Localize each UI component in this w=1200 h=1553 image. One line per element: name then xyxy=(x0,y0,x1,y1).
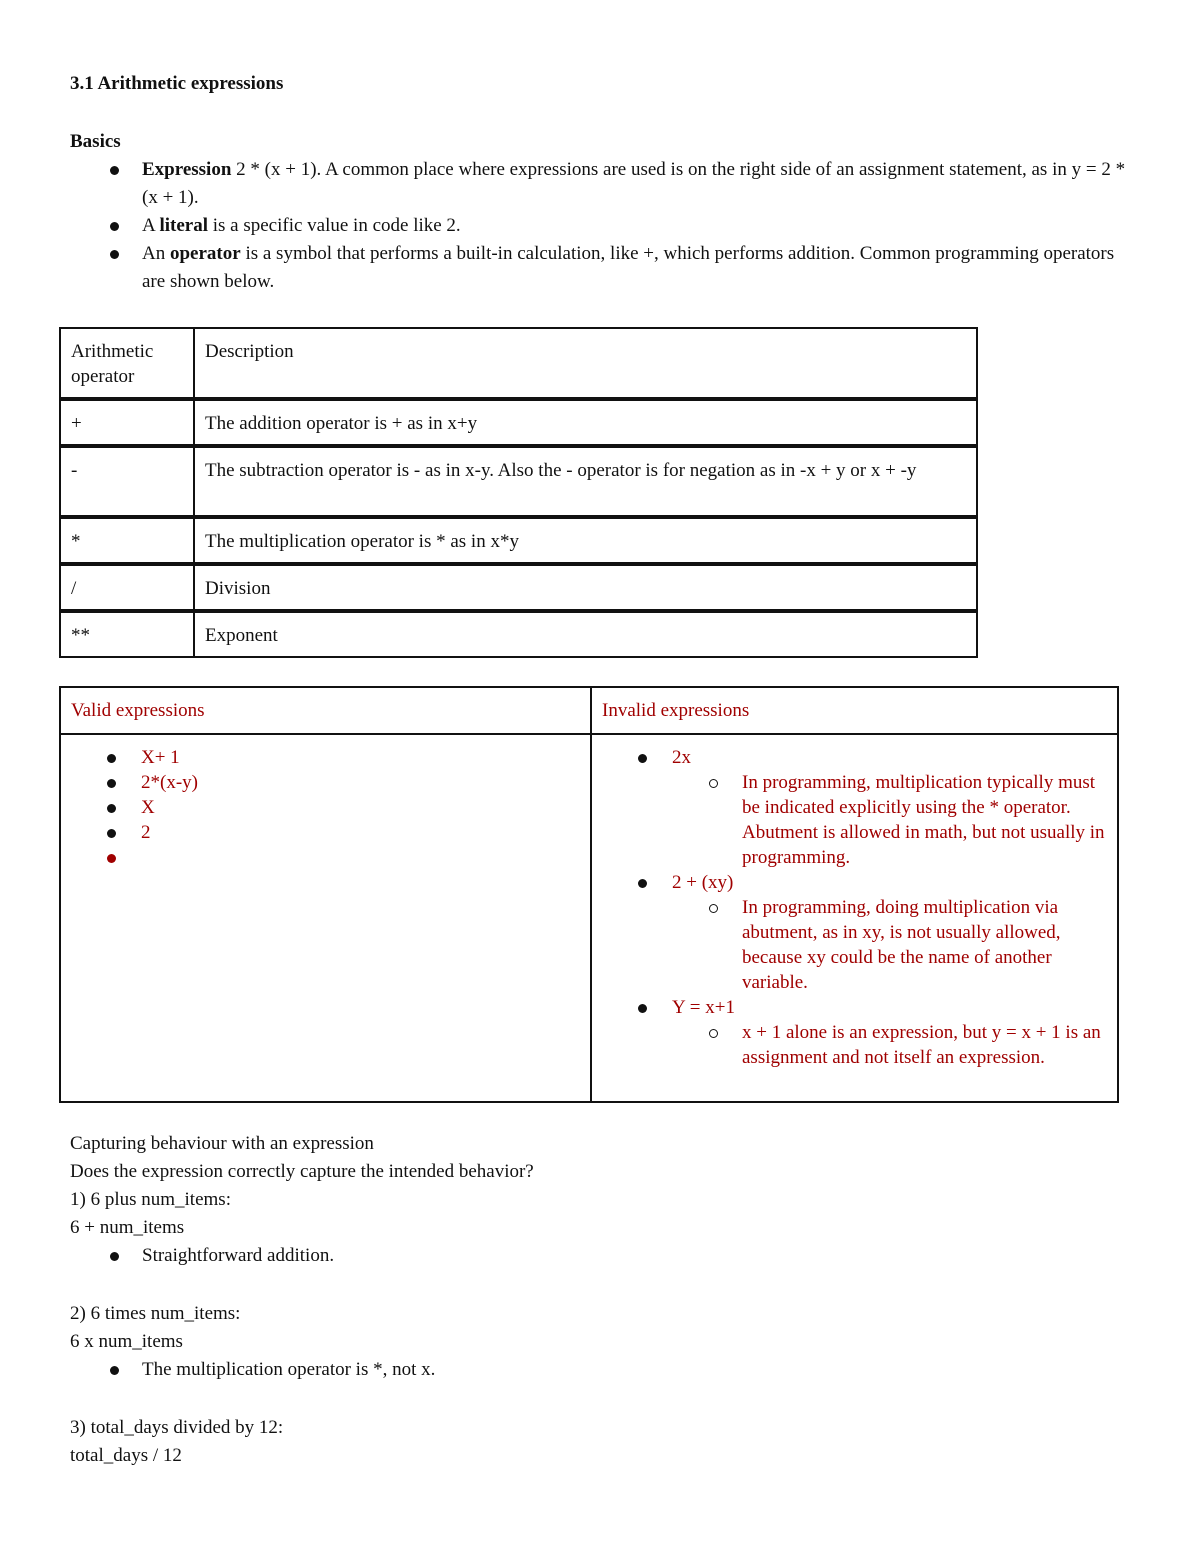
term: Expression xyxy=(142,159,232,180)
note: The multiplication operator is *, not x. xyxy=(142,1356,1130,1384)
capturing-heading: Capturing behaviour with an expression xyxy=(70,1133,374,1154)
sub-list-item: In programming, multiplication typically must be indicated explicitly using the * operator. Abutment is allowed in math, but not usually in programming. xyxy=(742,770,1107,870)
list-item xyxy=(142,156,1130,212)
prefix: An xyxy=(142,243,170,264)
list-item xyxy=(141,845,580,870)
list-item: X+ 1 xyxy=(141,745,580,770)
table-cell: + xyxy=(59,399,195,446)
table-cell: Division xyxy=(195,564,978,611)
list-item: X xyxy=(141,795,580,820)
table-cell: The multiplication operator is * as in x*y xyxy=(195,517,978,564)
expressions-table xyxy=(59,686,1119,1103)
list-item xyxy=(142,240,1130,296)
capturing-question: Does the expression correctly capture the intended behavior? xyxy=(70,1161,534,1182)
capturing-section xyxy=(70,1130,1130,1470)
document-body xyxy=(70,70,1130,296)
definition: is a symbol that performs a built-in calculation, like +, which performs addition. Common programming operators are shown below. xyxy=(142,243,1115,292)
invalid-expr: 2x xyxy=(672,747,691,768)
basics-heading: Basics xyxy=(70,131,121,152)
table-header: Arithmetic operator xyxy=(59,327,195,399)
definition: is a specific value in code like 2. xyxy=(207,215,461,236)
operators-table xyxy=(59,327,978,658)
invalid-expr: 2 + (xy) xyxy=(672,872,734,893)
note-list xyxy=(70,1356,1130,1384)
list-item xyxy=(142,212,1130,240)
expression: total_days / 12 xyxy=(70,1445,182,1466)
sub-list-item: In programming, doing multiplication via abutment, as in xy, is not usually allowed, because xy could be the name of another variable. xyxy=(742,895,1107,995)
valid-header: Valid expressions xyxy=(60,687,591,734)
prompt: 1) 6 plus num_items: xyxy=(70,1189,231,1210)
list-item: 2 xyxy=(141,820,580,845)
table-cell: Exponent xyxy=(195,611,978,658)
prefix: A xyxy=(142,215,160,236)
table-header: Description xyxy=(195,327,978,399)
table-cell: * xyxy=(59,517,195,564)
list-item xyxy=(672,870,1107,995)
invalid-list xyxy=(602,745,1107,1070)
term: operator xyxy=(169,243,241,264)
sub-list-item: x + 1 alone is an expression, but y = x + 1 is an assignment and not itself an expression. xyxy=(742,1020,1107,1070)
definition: 2 * (x + 1). A common place where expressions are used is on the right side of an assignment statement, as in y = 2 * (x + 1). xyxy=(142,159,1126,208)
table-cell: The addition operator is + as in x+y xyxy=(195,399,978,446)
expression: 6 + num_items xyxy=(70,1217,185,1238)
basics-list xyxy=(70,156,1130,296)
invalid-expr: Y = x+1 xyxy=(672,997,735,1018)
table-cell: / xyxy=(59,564,195,611)
term: literal xyxy=(159,215,208,236)
list-item: 2*(x-y) xyxy=(141,770,580,795)
note: Straightforward addition. xyxy=(142,1242,1130,1270)
valid-list xyxy=(71,745,580,870)
table-cell: The subtraction operator is - as in x-y. Also the - operator is for negation as in -x + y or x + -y xyxy=(195,446,978,517)
note-list xyxy=(70,1242,1130,1270)
invalid-header: Invalid expressions xyxy=(591,687,1118,734)
table-cell: - xyxy=(59,446,195,517)
prompt: 2) 6 times num_items: xyxy=(70,1303,241,1324)
section-title: 3.1 Arithmetic expressions xyxy=(70,73,284,94)
table-cell: ** xyxy=(59,611,195,658)
list-item xyxy=(672,745,1107,870)
valid-cell xyxy=(60,734,591,1102)
prompt: 3) total_days divided by 12: xyxy=(70,1417,284,1438)
list-item xyxy=(672,995,1107,1070)
expression: 6 x num_items xyxy=(70,1331,183,1352)
invalid-cell xyxy=(591,734,1118,1102)
